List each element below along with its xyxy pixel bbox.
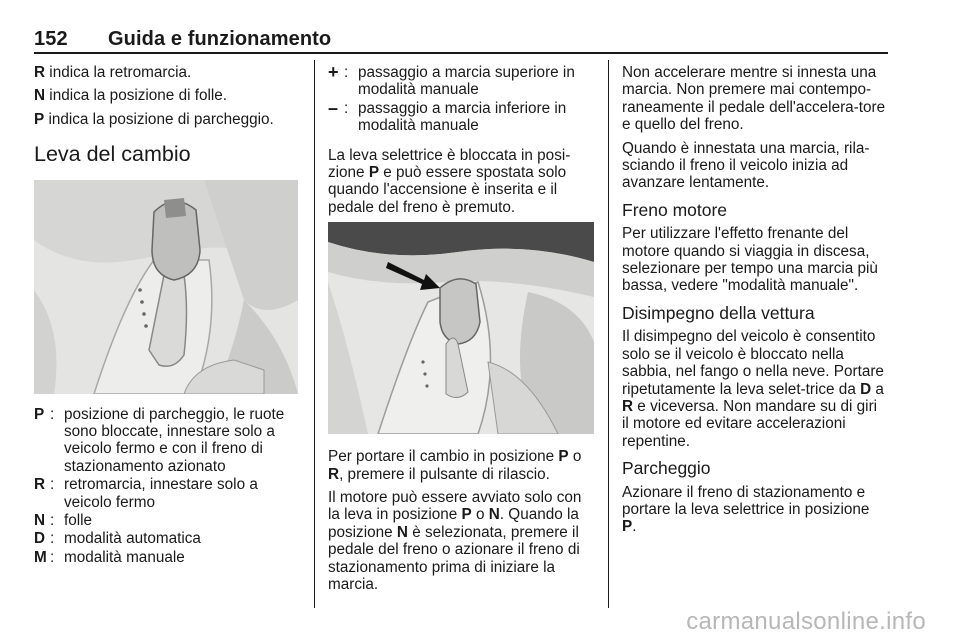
intro-key: N — [34, 87, 46, 105]
definition-row — [34, 530, 300, 547]
header-rule — [34, 52, 888, 54]
definition-key: D — [34, 530, 46, 548]
definition-colon: : — [344, 99, 349, 117]
definition-colon: : — [50, 512, 55, 530]
minus-icon: – — [328, 97, 339, 118]
definition-colon: : — [50, 548, 55, 566]
release-button-image — [328, 222, 594, 434]
definition-colon: : — [344, 64, 349, 81]
intro-line — [34, 64, 300, 81]
intro-key: R — [34, 64, 46, 81]
definition-text: modalità automatica — [64, 530, 201, 548]
subheading-parcheggio: Parcheggio — [622, 458, 711, 479]
paragraph: Il disimpegno del veicolo è consentito solo se il veicolo è bloccato nella sabbia, nel fango o nella neve. Portare ripetutamente la leva selet-trice da D a R e viceversa. Non mandare su di giri il motore ed evitare accelerazioni repentine. — [622, 328, 884, 450]
paragraph: Per utilizzare l'effetto frenante del motore quando si viaggia in discesa, selezionare per tempo una marcia più bassa, vedere "modalità manuale". — [622, 225, 878, 295]
column-1 — [34, 64, 300, 567]
definition-colon: : — [50, 530, 55, 548]
watermark: carmanualsonline.info — [686, 608, 926, 635]
definition-text: posizione di parcheggio, le ruote sono bloccate, innestare solo a veicolo fermo e con il freno di stazionamento azionato — [64, 405, 285, 475]
column-divider-2 — [608, 60, 609, 608]
definition-key: R — [34, 476, 46, 494]
paragraph: La leva selettrice è bloccata in posi-zione P e può essere spostata solo quando l'accensione è inserita e il pedale del freno è premuto. — [328, 146, 571, 216]
definition-key: P — [34, 405, 45, 423]
paragraph: Quando è innestata una marcia, rila-sciando il freno il veicolo inizia ad avanzare lentamente. — [622, 139, 870, 192]
page-header — [34, 28, 331, 51]
intro-line — [34, 111, 300, 128]
definition-row — [34, 512, 300, 529]
paragraph: Azionare il freno di stazionamento e portare la leva selettrice in posizione P. — [622, 483, 870, 536]
definition-row-upshift — [328, 64, 594, 99]
definition-colon: : — [50, 405, 55, 423]
definition-colon: : — [50, 476, 55, 494]
definition-text: retromarcia, innestare solo a veicolo fermo — [64, 476, 258, 511]
definition-key: M — [34, 548, 47, 566]
section-title: Leva del cambio — [34, 142, 191, 167]
definition-row — [34, 406, 300, 476]
intro-key: P — [34, 110, 45, 128]
definition-text: folle — [64, 512, 93, 530]
column-3 — [622, 64, 888, 542]
intro-text: indica la posizione di parcheggio. — [44, 110, 274, 128]
paragraph: Non accelerare mentre si innesta una marcia. Non premere mai contempo-raneamente il pedale dell'accelera-tore e quello del freno. — [622, 64, 886, 134]
release-button-illustration — [328, 222, 594, 434]
plus-icon: + — [328, 62, 339, 82]
intro-line — [34, 87, 300, 104]
intro-text: indica la retromarcia. — [45, 64, 192, 81]
intro-text: indica la posizione di folle. — [45, 87, 228, 105]
definition-text: modalità manuale — [64, 548, 185, 566]
page-number: 152 — [34, 28, 68, 50]
definition-row-downshift — [328, 97, 594, 135]
definition-row — [34, 476, 300, 511]
definition-key: N — [34, 512, 46, 530]
column-divider-1 — [314, 60, 315, 608]
definition-text: passaggio a marcia inferiore in modalità manuale — [358, 99, 567, 135]
subheading-freno-motore: Freno motore — [622, 199, 728, 220]
paragraph: Per portare il cambio in posizione P o R, premere il pulsante di rilascio. — [328, 448, 582, 483]
gear-lever-image — [34, 180, 298, 394]
page-title: Guida e funzionamento — [108, 28, 332, 50]
gear-definitions — [34, 406, 300, 567]
definition-row — [34, 549, 300, 566]
subheading-disimpegno: Disimpegno della vettura — [622, 302, 815, 323]
paragraph: Il motore può essere avviato solo con la leva in posizione P o N. Quando la posizione N è selezionata, premere il pedale del freno o azionare il freno di stazionamento prima di iniziare la marcia. — [328, 489, 582, 594]
column-2 — [328, 64, 594, 600]
gear-lever-illustration — [34, 180, 300, 394]
definition-text: passaggio a marcia superiore in modalità manuale — [358, 64, 575, 99]
